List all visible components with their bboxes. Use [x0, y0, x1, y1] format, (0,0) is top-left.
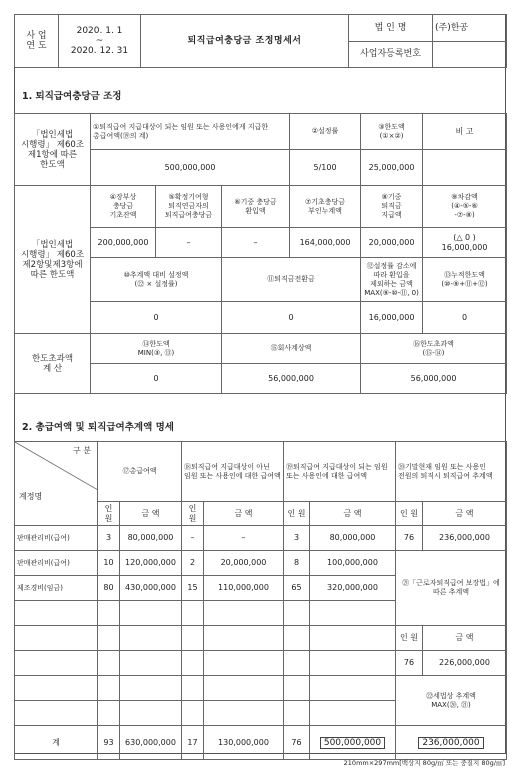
table-row: [15, 551, 507, 576]
paper-spec: 210mm×297mm[백상지 80g/㎡ 또는 중질지 80g/㎡]: [343, 759, 505, 767]
section1-table: [14, 113, 507, 394]
t17a: 630,000,000: [120, 726, 182, 760]
cell: 80,000,000: [310, 526, 396, 551]
corp-name-label: 법 인 명: [349, 15, 433, 42]
col3-value: 25,000,000: [361, 150, 423, 186]
col2-value: 5/100: [290, 150, 361, 186]
form-header: [14, 14, 507, 68]
v9-negative: (△ 0 ): [453, 232, 476, 242]
t19a: [310, 726, 396, 760]
account-name: 판매관리비(급여): [15, 551, 98, 576]
h20: ⑳기말현재 임원 또는 사용인 전원의 퇴직시 퇴직급여 추계액: [396, 442, 507, 502]
col3-head: ③한도액 (①×②): [361, 114, 423, 150]
t18c: 17: [182, 726, 204, 760]
h12: ⑫설정률 감소에 따라 환입을 제외하는 금액 MAX(⑨-⑩-⑪, 0): [361, 258, 423, 302]
v11: 0: [222, 302, 361, 334]
v8: 20,000,000: [361, 228, 423, 258]
cell: 100,000,000: [310, 551, 396, 576]
sub-amount: 금 액: [423, 502, 507, 526]
v5: –: [156, 228, 222, 258]
sub-count: 인 원: [182, 502, 204, 526]
t19a-boxed: 500,000,000: [320, 737, 385, 749]
c20: 76: [396, 526, 423, 551]
cell: 8: [284, 551, 310, 576]
v10: 0: [91, 302, 222, 334]
h11: ⑪퇴직금전환금: [222, 258, 361, 302]
row1-label: 「법인세법 시행령」 제60조 제1항에 따른 한도액: [15, 114, 91, 186]
cell: –: [204, 526, 284, 551]
cell: –: [182, 526, 204, 551]
row3-label: 한도초과액 계 산: [15, 334, 91, 394]
h21: ㉑「근로자퇴직급여 보장법」에 따른 추계액: [396, 551, 507, 626]
sub-count: 인 원: [396, 502, 423, 526]
v6: –: [222, 228, 290, 258]
sub-amount: 금 액: [423, 626, 507, 651]
section1-heading: 1. 퇴직급여충당금 조정: [22, 91, 122, 102]
v12: 16,000,000: [361, 302, 423, 334]
table-row: [15, 651, 507, 676]
h9: ⑨차감액 (④-⑤-⑥ -⑦-⑧): [423, 186, 507, 228]
v4: 200,000,000: [91, 228, 156, 258]
col4-head: 비 고: [423, 114, 507, 150]
t17c: 93: [98, 726, 120, 760]
biz-no-label: 사업자등록번호: [349, 41, 433, 68]
h16: ⑯한도초과액 (⑮-⑭): [361, 334, 507, 364]
account-name: 판매관리비(급여): [15, 526, 98, 551]
h10: ⑩추계액 대비 설정액 (㉒ × 설정률): [91, 258, 222, 302]
cell: 80,000,000: [120, 526, 182, 551]
corp-name: (주)한공: [433, 15, 507, 42]
h7: ⑦기초충당금 부인누계액: [290, 186, 361, 228]
biz-no: [433, 41, 507, 68]
h18: ⑱퇴직급여 지급대상이 아닌 임원 또는 사용인에 대한 급여액: [182, 442, 284, 502]
cell: 15: [182, 576, 204, 601]
h8: ⑧기중 퇴직금 지급액: [361, 186, 423, 228]
col1-head: ①퇴직급여 지급대상이 되는 임원 또는 사용인에게 지급한 총급여액(⑲의 계): [91, 114, 290, 150]
col1-value: 500,000,000: [91, 150, 290, 186]
v7: 164,000,000: [290, 228, 361, 258]
period-sep: ~: [95, 36, 104, 46]
table-row: [15, 626, 507, 651]
corner-cell: [15, 442, 98, 526]
sub-count: 인 원: [98, 502, 120, 526]
cell: 430,000,000: [120, 576, 182, 601]
period-end: 2020. 12. 31: [70, 46, 129, 56]
corner-bottom: 계정명: [19, 492, 43, 501]
h13: ⑬누적한도액 (⑩-⑨+⑪+⑫): [423, 258, 507, 302]
cell: 320,000,000: [310, 576, 396, 601]
v9: [423, 228, 507, 258]
v16: 56,000,000: [361, 364, 507, 394]
cell: 2: [182, 551, 204, 576]
period-value: [59, 15, 141, 68]
t18a: 130,000,000: [204, 726, 284, 760]
t22: [396, 726, 507, 760]
account-name: 제조경비(임금): [15, 576, 98, 601]
v15: 56,000,000: [222, 364, 361, 394]
h19: ⑲퇴직급여 지급대상이 되는 임원 또는 사용인에 대한 급여액: [284, 442, 396, 502]
a21: 226,000,000: [423, 651, 507, 676]
form-title: 퇴직급여충당금 조정명세서: [141, 15, 349, 68]
cell: 20,000,000: [204, 551, 284, 576]
cell: 65: [284, 576, 310, 601]
h22: ㉒세법상 추계액 MAX(⑳, ㉑): [396, 676, 507, 726]
section2-heading: 2. 총급여액 및 퇴직급여추계액 명세: [22, 422, 174, 433]
h15: ⑮회사계상액: [222, 334, 361, 364]
t22-boxed: 236,000,000: [418, 737, 483, 749]
cell: 3: [284, 526, 310, 551]
sub-amount: 금 액: [310, 502, 396, 526]
col2-head: ②설정률: [290, 114, 361, 150]
total-label: 계: [15, 726, 98, 760]
total-row: [15, 726, 507, 760]
cell: 120,000,000: [120, 551, 182, 576]
a20: 236,000,000: [423, 526, 507, 551]
cell: 10: [98, 551, 120, 576]
section2-table: [14, 441, 507, 760]
h6: ⑥기중 충당금 환입액: [222, 186, 290, 228]
table-row: [15, 676, 507, 701]
t19c: 76: [284, 726, 310, 760]
period-start: 2020. 1. 1: [76, 26, 123, 36]
table-row: [15, 526, 507, 551]
v13: 0: [423, 302, 507, 334]
period-label: 사 업 연 도: [15, 15, 59, 68]
sub-count: 인 원: [284, 502, 310, 526]
h5: ⑤확정기여형 퇴직연금자의 퇴직급여충당금: [156, 186, 222, 228]
cell: 110,000,000: [204, 576, 284, 601]
col4-value: [423, 150, 507, 186]
sub-count: 인 원: [396, 626, 423, 651]
v14: 0: [91, 364, 222, 394]
h17: ⑰총급여액: [98, 442, 182, 502]
row2-label: 「법인세법 시행령」 제60조 제2항및제3항에 따른 한도액: [15, 186, 91, 334]
sub-amount: 금 액: [204, 502, 284, 526]
cell: 3: [98, 526, 120, 551]
c21: 76: [396, 651, 423, 676]
cell: 80: [98, 576, 120, 601]
h4: ④장부상 충당금 기초잔액: [91, 186, 156, 228]
h14: ⑭한도액 MIN(③, ⑬): [91, 334, 222, 364]
v9-amount: 16,000,000: [441, 242, 488, 252]
sub-amount: 금 액: [120, 502, 182, 526]
corner-top: 구 분: [73, 446, 91, 455]
